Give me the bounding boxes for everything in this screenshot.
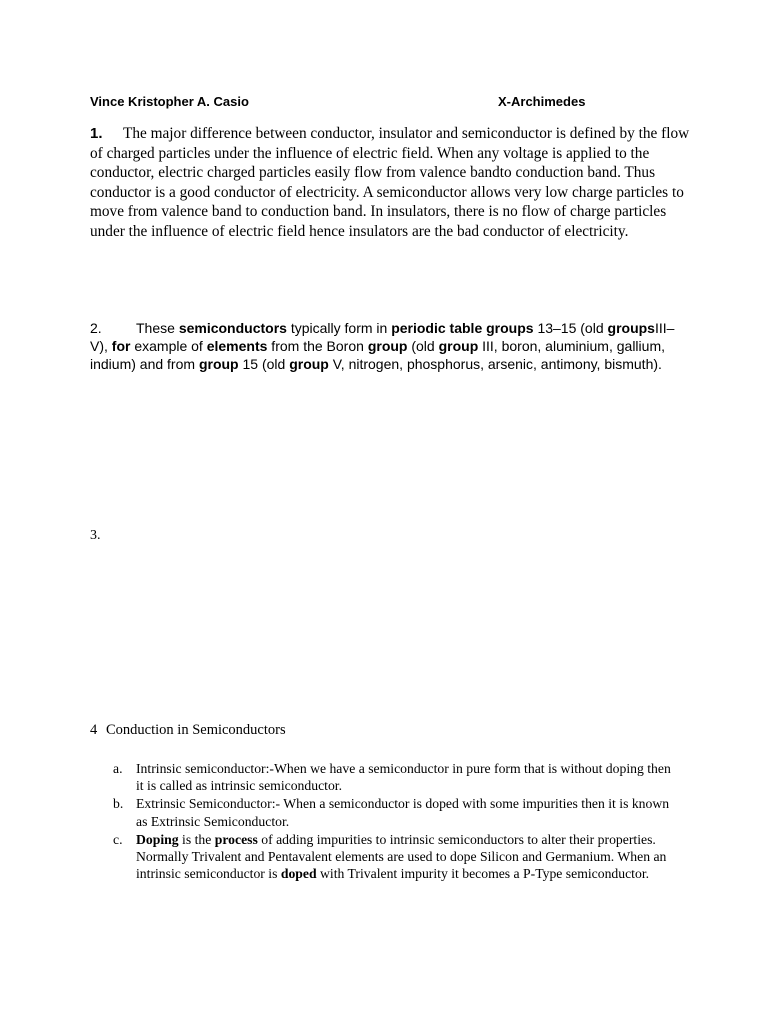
list-item — [113, 795, 673, 829]
list-item-text: Extrinsic Semiconductor:- When a semiconductor is doped with some impurities then it is known as Extrinsic Semiconductor. — [136, 796, 670, 829]
question-3-number: 3. — [90, 528, 101, 543]
list-item — [113, 760, 673, 794]
conduction-list — [113, 760, 673, 883]
question-4-heading — [90, 722, 286, 739]
question-2-number: 2. — [90, 320, 102, 336]
question-4-title: Conduction in Semiconductors — [106, 722, 286, 738]
question-1 — [90, 124, 690, 242]
question-1-number: 1. — [90, 125, 103, 142]
list-marker: a. — [113, 761, 123, 776]
list-marker: b. — [113, 796, 124, 812]
section-name: X-Archimedes — [498, 94, 586, 109]
question-2-text: These semiconductors typically form in periodic table groups 13–15 (old groupsIII–V), for example of elements from the Boron group (old group III, boron, aluminium, gallium, indium) and from group 15 (old group V, nitrogen, phosphorus, arsenic, antimony, bismuth). — [90, 320, 675, 373]
question-4-number: 4 — [90, 722, 98, 738]
question-1-text: The major difference between conductor, insulator and semiconductor is defined by the flow of charged particles under the influence of electric field. When any voltage is applied to the conductor, electric charged particles easily flow from valence bandto conduction band. Thus conductor is a good conductor of electricity. A semiconductor allows very low charge particles to move from valence band to conduction band. In insulators, there is no flow of charge particles under the influence of electric field hence insulators are the bad conductor of electricity. — [90, 125, 690, 240]
question-2 — [90, 319, 690, 374]
list-item-text: Doping is the process of adding impurities to intrinsic semiconductors to alter their properties. Normally Trivalent and Pentavalent elements are used to dope Silicon and Germanium. When an intrinsic semiconductor is doped with Trivalent impurity it becomes a P-Type semiconductor. — [136, 831, 667, 882]
list-item-text: Intrinsic semiconductor:-When we have a semiconductor in pure form that is without doping then it is called as intrinsic semiconductor. — [136, 761, 671, 794]
author-name: Vince Kristopher A. Casio — [90, 94, 249, 109]
list-marker: c. — [113, 831, 123, 847]
list-item — [113, 831, 673, 883]
